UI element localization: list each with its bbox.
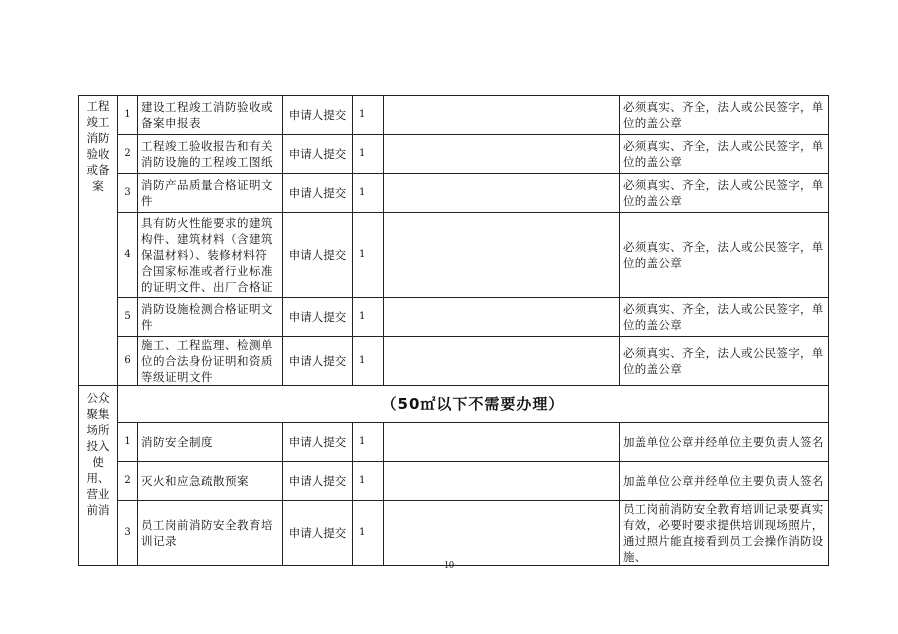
provider-cell: 申请人提交: [283, 135, 353, 174]
requirement-cell: 必须真实、齐全，法人或公民签字，单位的盖公章: [620, 213, 829, 298]
blank-cell: [384, 213, 620, 298]
quantity-cell: 1: [353, 462, 384, 501]
item-name: 工程竣工验收报告和有关消防设施的工程竣工图纸: [138, 135, 283, 174]
table-row: [79, 298, 829, 337]
page-number: 10: [444, 560, 454, 571]
table-row: [79, 423, 829, 462]
item-name: 灭火和应急疏散预案: [138, 462, 283, 501]
requirement-cell: 必须真实、齐全，法人或公民签字，单位的盖公章: [620, 135, 829, 174]
row-number: 5: [118, 298, 138, 337]
item-name: 员工岗前消防安全教育培训记录: [138, 501, 283, 566]
item-name: 消防安全制度: [138, 423, 283, 462]
blank-cell: [384, 96, 620, 135]
row-number: 1: [118, 96, 138, 135]
blank-cell: [384, 462, 620, 501]
table-row: [79, 174, 829, 213]
quantity-cell: 1: [353, 96, 384, 135]
quantity-cell: 1: [353, 213, 384, 298]
quantity-cell: 1: [353, 337, 384, 386]
item-name: 建设工程竣工消防验收或备案申报表: [138, 96, 283, 135]
table-row: [79, 462, 829, 501]
row-number: 3: [118, 174, 138, 213]
table-row: [79, 96, 829, 135]
quantity-cell: 1: [353, 501, 384, 566]
row-number: 4: [118, 213, 138, 298]
item-name: 消防产品质量合格证明文件: [138, 174, 283, 213]
table-row: [79, 135, 829, 174]
row-number: 6: [118, 337, 138, 386]
requirement-cell: 必须真实、齐全，法人或公民签字，单位的盖公章: [620, 337, 829, 386]
blank-cell: [384, 174, 620, 213]
requirements-table: [78, 95, 829, 566]
item-name: 施工、工程监理、检测单位的合法身份证明和资质等级证明文件: [138, 337, 283, 386]
requirement-cell: 必须真实、齐全，法人或公民签字，单位的盖公章: [620, 298, 829, 337]
provider-cell: 申请人提交: [283, 174, 353, 213]
row-number: 1: [118, 423, 138, 462]
row-number: 2: [118, 462, 138, 501]
category-cell: [79, 96, 118, 386]
provider-cell: 申请人提交: [283, 298, 353, 337]
table-row: [79, 213, 829, 298]
requirement-cell: 必须真实、齐全，法人或公民签字，单位的盖公章: [620, 96, 829, 135]
quantity-cell: 1: [353, 135, 384, 174]
blank-cell: [384, 501, 620, 566]
provider-cell: 申请人提交: [283, 501, 353, 566]
provider-cell: 申请人提交: [283, 462, 353, 501]
requirement-cell: 必须真实、齐全，法人或公民签字，单位的盖公章: [620, 174, 829, 213]
requirement-cell: 加盖单位公章并经单位主要负责人签名: [620, 462, 829, 501]
table-row: [79, 337, 829, 386]
provider-cell: 申请人提交: [283, 96, 353, 135]
category-label: 工程竣工消防验收或备案: [86, 99, 110, 193]
requirement-cell: 员工岗前消防安全教育培训记录要真实有效，必要时要求提供培训现场照片，通过照片能直接看到员工会操作消防设施、: [620, 501, 829, 566]
exemption-note: （50㎡以下不需要办理）: [118, 386, 829, 423]
table-row: [79, 501, 829, 566]
quantity-cell: 1: [353, 174, 384, 213]
requirement-cell: 加盖单位公章并经单位主要负责人签名: [620, 423, 829, 462]
table-row: [79, 386, 829, 423]
blank-cell: [384, 298, 620, 337]
category-cell: [79, 386, 118, 566]
quantity-cell: 1: [353, 423, 384, 462]
row-number: 3: [118, 501, 138, 566]
blank-cell: [384, 337, 620, 386]
provider-cell: 申请人提交: [283, 213, 353, 298]
item-name: 具有防火性能要求的建筑构件、建筑材料（含建筑保温材料）、装修材料符合国家标准或者行业标准的证明文件、出厂合格证: [138, 213, 283, 298]
row-number: 2: [118, 135, 138, 174]
quantity-cell: 1: [353, 298, 384, 337]
item-name: 消防设施检测合格证明文件: [138, 298, 283, 337]
provider-cell: 申请人提交: [283, 423, 353, 462]
category-label: 公众聚集场所投入使用、营业前消: [86, 391, 110, 517]
blank-cell: [384, 135, 620, 174]
blank-cell: [384, 423, 620, 462]
provider-cell: 申请人提交: [283, 337, 353, 386]
